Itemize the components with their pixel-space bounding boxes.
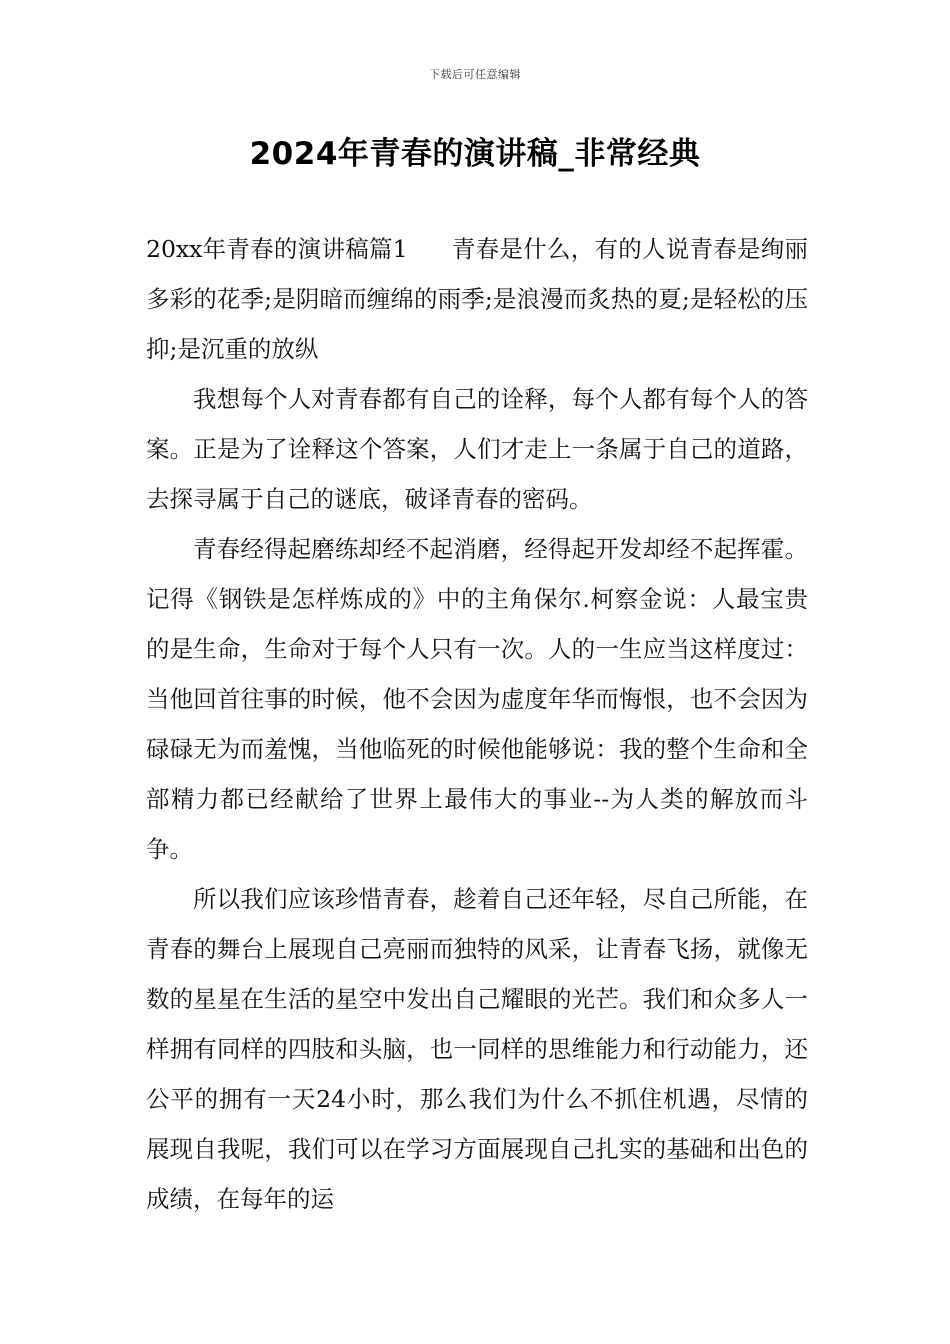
document-title: 2024年青春的演讲稿_非常经典 [249,136,701,172]
header-note: 下载后可任意编辑 [429,68,521,81]
lead-text: 青春是什么，有的人说青春是绚丽多彩的花季;是阴暗而缠绵的雨季;是浪漫而炙热的夏;是轻松的压抑;是沉重的放纵 [146,235,808,363]
body-paragraph-3: 所以我们应该珍惜青春，趁着自己还年轻，尽自己所能，在青春的舞台上展现自己亮丽而独特的风采，让青春飞扬，就像无数的星星在生活的星空中发出自己耀眼的光芒。我们和众多人一样拥有同样的四肢和头脑，也一同样的思维能力和行动能力，还公平的拥有一天24小时，那么我们为什么不抓住机遇，尽情的展现自我呢，我们可以在学习方面展现自己扎实的基础和出色的成绩，在每年的运 [146,885,808,1213]
document-body [146,224,808,1224]
body-paragraph-2: 青春经得起磨练却经不起消磨，经得起开发却经不起挥霍。记得《钢铁是怎样炼成的》中的主角保尔.柯察金说：人最宝贵的是生命，生命对于每个人只有一次。人的一生应当这样度过：当他回首往事的时候，他不会因为虚度年华而悔恨，也不会因为碌碌无为而羞愧，当他临死的时候他能够说：我的整个生命和全部精力都已经献给了世界上最伟大的事业--为人类的解放而斗争。 [146,535,808,863]
lead-paragraph [146,224,808,374]
body-paragraph-1: 我想每个人对青春都有自己的诠释，每个人都有每个人的答案。正是为了诠释这个答案，人们才走上一条属于自己的道路，去探寻属于自己的谜底，破译青春的密码。 [146,385,808,513]
lead-label: 20xx年青春的演讲稿篇1 [146,235,408,263]
